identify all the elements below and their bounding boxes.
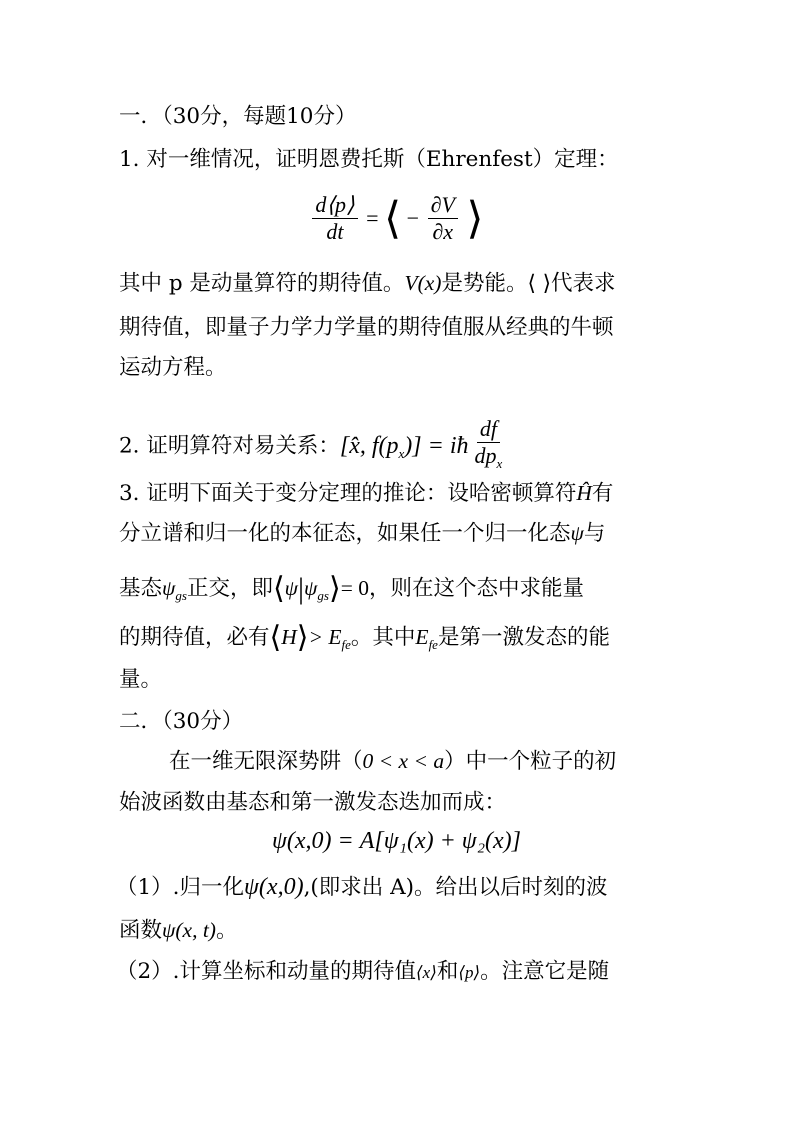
p2a: （2）.计算坐标和动量的期待值 bbox=[116, 959, 417, 984]
heading-text: 一．（30分，每题10分） bbox=[119, 104, 357, 129]
lhs-denominator: dt bbox=[326, 219, 344, 244]
q2-text: 2. 证明算符对易关系： bbox=[119, 433, 340, 459]
question-1-text-line-2 bbox=[119, 313, 679, 343]
psi-xt: ψ(x, t) bbox=[162, 918, 216, 942]
ehrenfest-equation bbox=[0, 192, 793, 245]
part-1-line-2 bbox=[119, 915, 679, 946]
well-range: 0 < x < a bbox=[362, 749, 445, 773]
q3-line4c: 是第一激发态的能 bbox=[437, 625, 610, 650]
psi-gs-sub: gs bbox=[175, 588, 187, 603]
p1d: 。 bbox=[215, 918, 238, 943]
df-dp-fraction bbox=[472, 416, 506, 477]
part-2-line-1 bbox=[116, 957, 676, 988]
ket-close: ⟩ bbox=[328, 572, 341, 605]
question-1-text-line-1 bbox=[119, 268, 679, 299]
q3-line4a: 的期待值，必有 bbox=[119, 625, 270, 650]
question-3-line-1 bbox=[119, 478, 679, 509]
e-sub: fe bbox=[428, 637, 438, 652]
equals-sign: = bbox=[366, 205, 379, 231]
ket-sub: gs bbox=[317, 588, 329, 603]
question-3-line-3 bbox=[119, 566, 679, 618]
q3-line1b: 有 bbox=[591, 481, 614, 506]
equals-zero: = 0 bbox=[340, 576, 369, 600]
intro-1b: ）中一个粒子的初 bbox=[444, 749, 617, 774]
p2-and: 和 bbox=[436, 959, 459, 984]
psi-gs-symbol: ψ bbox=[162, 576, 176, 600]
question-3-line-5 bbox=[119, 665, 679, 695]
wave-formula-text: ψ(x,0) = A[ψ₁(x) + ψ₂(x)] bbox=[271, 828, 522, 854]
left-angle-bracket: ⟨ bbox=[384, 194, 402, 243]
commutator-sub: x bbox=[398, 445, 405, 461]
right-angle-bracket: ⟩ bbox=[466, 194, 484, 243]
q3-line4b: 。其中 bbox=[350, 625, 416, 650]
expect-h: H bbox=[281, 625, 297, 649]
section-2-heading bbox=[119, 707, 679, 737]
rhs-denominator: ∂x bbox=[432, 219, 454, 244]
p1a: （1）.归一化 bbox=[116, 875, 245, 900]
section2-heading-text: 二．（30分） bbox=[119, 709, 244, 734]
q3-line5: 量。 bbox=[119, 667, 163, 692]
p2b: 。注意它是随 bbox=[480, 959, 610, 984]
initial-wavefunction bbox=[0, 828, 793, 855]
h-open: ⟨ bbox=[269, 621, 282, 654]
greater-than-e: > E bbox=[308, 625, 342, 649]
q1-intro-text: 1. 对一维情况，证明恩费托斯（Ehrenfest）定理： bbox=[119, 147, 619, 172]
q3-line3c: ，则在这个态中求能量 bbox=[368, 576, 584, 601]
dp-text: dp bbox=[474, 443, 497, 468]
bra-psi: ψ bbox=[284, 576, 299, 600]
p1c: 函数 bbox=[119, 918, 163, 943]
q1-text-3: 运动方程。 bbox=[119, 355, 227, 380]
hamiltonian-symbol: Ĥ bbox=[576, 481, 592, 505]
e-symbol: E bbox=[415, 625, 429, 649]
q3-line2b: 与 bbox=[583, 521, 606, 546]
q3-line3a: 基态 bbox=[119, 576, 163, 601]
q3-line1a: 3. 证明下面关于变分定理的推论：设哈密顿算符 bbox=[119, 481, 577, 506]
rhs-fraction bbox=[428, 192, 458, 245]
lhs-fraction bbox=[312, 192, 357, 245]
psi-symbol: ψ bbox=[570, 521, 584, 545]
df-numerator: df bbox=[477, 416, 500, 443]
commutator-formula bbox=[340, 433, 469, 459]
question-1-text-line-3 bbox=[119, 353, 679, 383]
ket-psi: ψ bbox=[304, 576, 318, 600]
rhs-numerator: ∂V bbox=[428, 192, 458, 219]
question-1-intro bbox=[119, 145, 679, 175]
expect-x: ⟨x⟩ bbox=[416, 963, 437, 982]
q1-text-1a: 其中 p 是动量算符的期待值。 bbox=[119, 271, 405, 296]
expect-p: ⟨p⟩ bbox=[458, 963, 481, 982]
dp-sub: x bbox=[496, 456, 503, 471]
commutator-close: )] = iħ bbox=[404, 432, 469, 459]
psi-x0: ψ(x,0) bbox=[244, 874, 304, 900]
potential-symbol: V(x) bbox=[404, 271, 442, 295]
q3-line3b: 正交，即 bbox=[186, 576, 273, 601]
p1b: ,(即求出 A)。给出以后时刻的波 bbox=[303, 875, 608, 900]
q1-text-1c: 是势能。⟨ ⟩代表求 bbox=[441, 271, 616, 296]
lhs-numerator: d⟨p⟩ bbox=[312, 192, 357, 219]
commutator-lhs: [x̂, f(p bbox=[339, 432, 399, 459]
section-2-intro-line-1 bbox=[169, 746, 729, 777]
dp-denominator bbox=[472, 443, 506, 477]
q1-text-2: 期待值，即量子力学力学量的期待值服从经典的牛顿 bbox=[119, 315, 614, 340]
question-3-line-4 bbox=[119, 622, 679, 660]
q3-line2a: 分立谱和归一化的本征态，如果任一个归一化态 bbox=[119, 521, 571, 546]
section-2-intro-line-2 bbox=[119, 788, 679, 818]
question-2 bbox=[119, 416, 679, 479]
section-1-heading bbox=[119, 102, 679, 132]
e-fe-sub: fe bbox=[341, 637, 351, 652]
intro-2: 始波函数由基态和第一激发态迭加而成： bbox=[119, 790, 507, 815]
intro-1a: 在一维无限深势阱（ bbox=[169, 749, 363, 774]
part-1-line-1 bbox=[116, 872, 676, 903]
h-close: ⟩ bbox=[296, 621, 309, 654]
bra-open: ⟨ bbox=[272, 572, 285, 605]
question-3-line-2 bbox=[119, 518, 679, 549]
minus-sign: − bbox=[406, 205, 420, 231]
bra-bar: | bbox=[298, 572, 305, 605]
